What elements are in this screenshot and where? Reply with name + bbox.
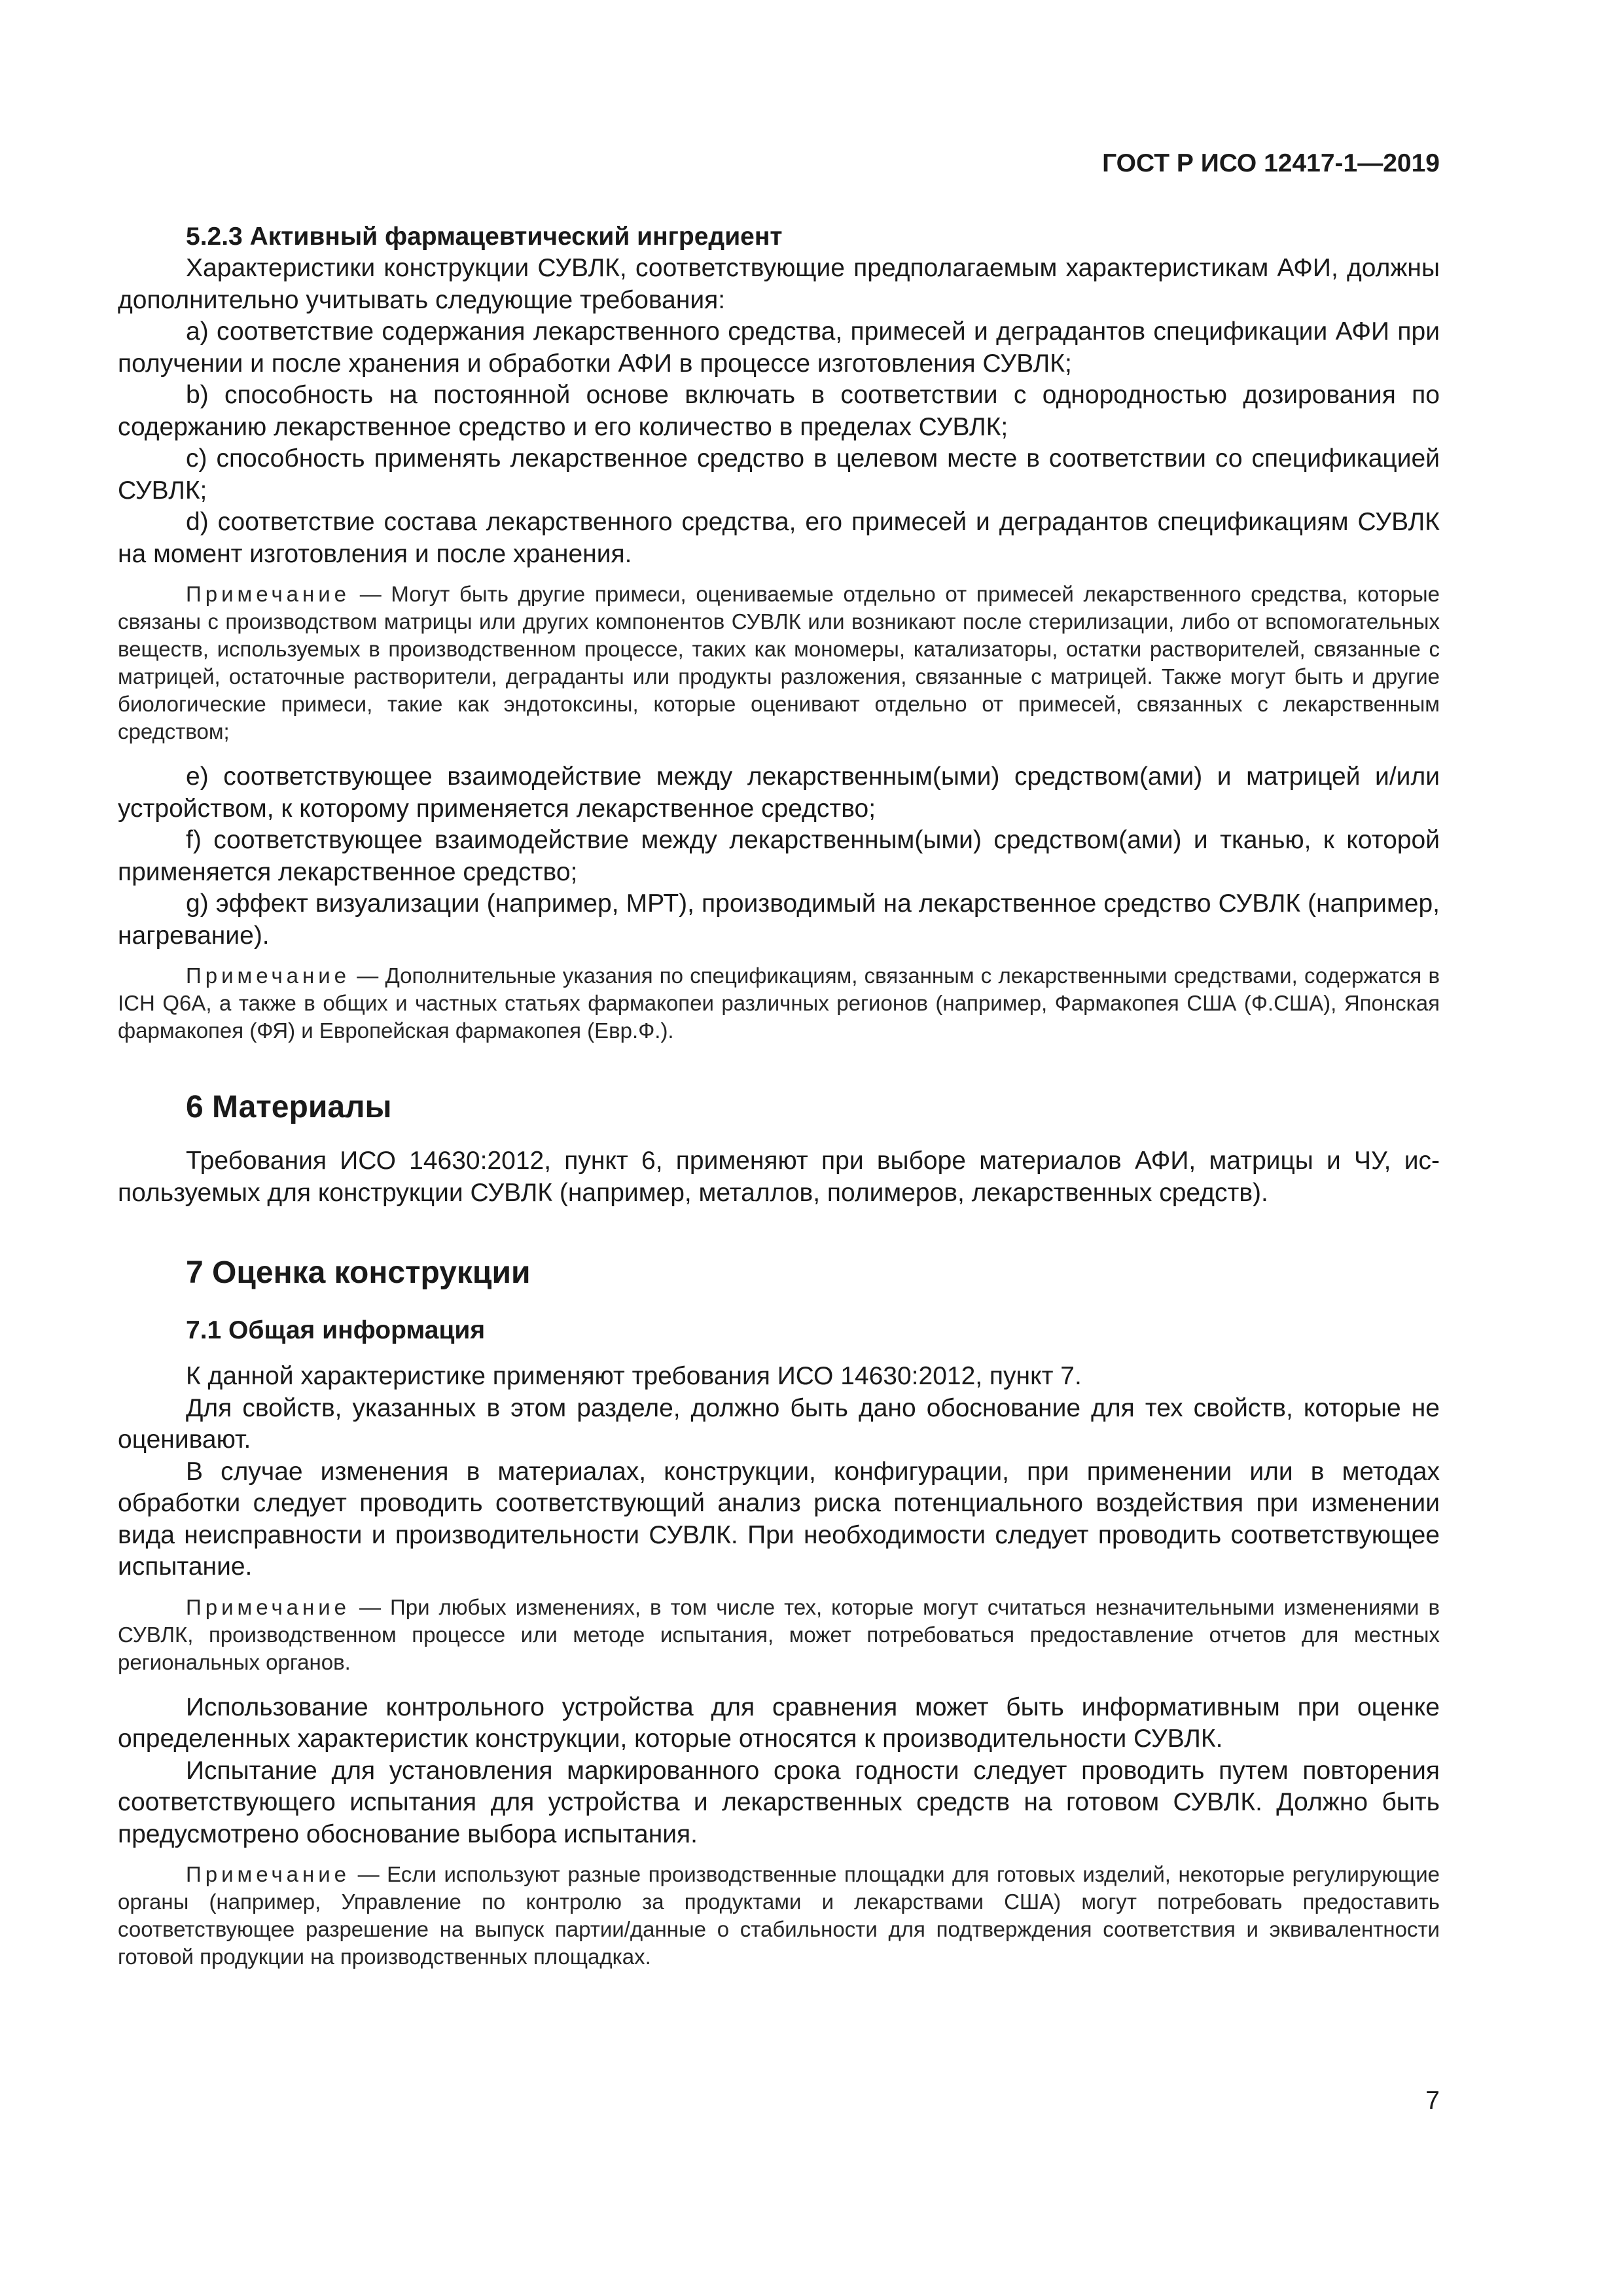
section-6-heading: 6 Материалы (186, 1090, 392, 1124)
section-7-1-paragraph-1: К данной характеристике применяют требования ИСО 14630:2012, пункт 7. (186, 1362, 1082, 1390)
note-label: Примечание (186, 582, 351, 606)
section-6-paragraph: Требования ИСО 14630:2012, пункт 6, применяют при выборе материалов АФИ, матрицы и ЧУ, используемых для конструкции СУВЛК (например, металлов, полимеров, лекарственных средств). (118, 1147, 1440, 1207)
note-1 (118, 581, 1440, 745)
page-number: 7 (1425, 2087, 1440, 2115)
note-label: Примечание (186, 1862, 351, 1886)
note-label: Примечание (186, 963, 351, 988)
list-item-e: e) соответствующее взаимодействие между лекарственным(ыми) средством(ами) и матрицей и/или устройством, к которому применяется лекарственное средство; (118, 762, 1440, 823)
section-7-heading: 7 Оценка конструкции (186, 1255, 531, 1290)
note-label: Примечание (186, 1594, 351, 1619)
section-5-2-3-intro: Характеристики конструкции СУВЛК, соответствующие предполагаемым характеристикам АФИ, должны дополнительно учитывать следующие требования: (118, 254, 1440, 314)
standard-designation: ГОСТ Р ИСО 12417-1—2019 (1102, 149, 1440, 177)
note-2 (118, 962, 1440, 1045)
list-item-g: g) эффект визуализации (например, МРТ), производимый на лекарственное средство СУВЛК (например, нагревание). (118, 889, 1440, 950)
list-item-a: a) соответствие содержания лекарственного средства, примесей и деградантов спецификации АФИ при получении и после хранения и обработки АФИ в процессе изготовления СУВЛК; (118, 317, 1440, 378)
section-7-1-paragraph-3: В случае изменения в материалах, конструкции, конфигурации, при применении или в методах обработки следует проводить соответствующий анализ риска потенциального воздействия при изменении вида неисправности и производительности СУВЛК. При необходимости следует проводить соответствующее испытание. (118, 1457, 1440, 1581)
section-7-1-paragraph-5: Испытание для установления маркированного срока годности следует проводить путем повторения соответствующего испытания для устройства и лекарственных средств на готовом СУВЛК. Должно быть предусмотрено обоснование выбора испытания. (118, 1756, 1440, 1848)
page-body (118, 221, 1440, 1986)
section-7-1-paragraph-2: Для свойств, указанных в этом разделе, должно быть дано обоснование для тех свойств, которые не оценивают. (118, 1393, 1440, 1454)
document-page (118, 0, 1440, 2296)
section-7-1-paragraph-4: Использование контрольного устройства для сравнения может быть информативным при оценке определенных характеристик конструкции, которые относятся к производительности СУВЛК. (118, 1693, 1440, 1753)
list-item-d: d) соответствие состава лекарственного средства, его примесей и деградантов спецификациям СУВЛК на момент изготовления и после хранения. (118, 508, 1440, 568)
section-5-2-3-heading: 5.2.3 Активный фармацевтический ингредиент (186, 223, 783, 251)
note-text: — Если используют разные производственные площадки для готовых изделий, некоторые регулирующие органы (например, Управление по контролю за продуктами и лекарствами США) могут потребовать предоставить соответствующее разрешение на выпуск партии/данные о стабильности для подтверждения соответствия и эквивалентности готовой продукции на производственных площадках. (118, 1862, 1440, 1969)
note-text: — Могут быть другие примеси, оцениваемые отдельно от примесей лекарственного средства, которые связаны с производством матрицы или других компонентов СУВЛК или возникают после стерилизации, либо от вспомогательных веществ, используемых в производственном процессе, таких как мономеры, катализаторы, остатки растворителей, связанные с матрицей, остаточные растворители, деграданты или продукты разложения, связанные с матрицей. Также могут быть и другие биологические примеси, такие как эндотоксины, которые оценивают отдельно от примесей, связанных с лекарственным средством; (118, 582, 1440, 744)
section-7-1-heading: 7.1 Общая информация (186, 1316, 486, 1344)
note-text: — Дополнительные указания по спецификациям, связанным с лекарственными средствами, содержатся в ICH Q6A, а также в общих и частных статьях фармакопеи различных регионов (например, Фармакопея США (Ф.США), Японская фармакопея (ФЯ) и Европейская фармакопея (Евр.Ф.). (118, 963, 1440, 1043)
list-item-f: f) соответствующее взаимодействие между лекарственным(ыми) средством(ами) и тканью, к которой применяется лекарственное средство; (118, 826, 1440, 886)
note-4 (118, 1861, 1440, 1971)
note-text: — При любых изменениях, в том числе тех, которые могут считаться незначительными изменениями в СУВЛК, производственном процессе или методе испытания, может потребоваться предоставление отчетов для местных региональных органов. (118, 1594, 1440, 1674)
note-3 (118, 1594, 1440, 1676)
list-item-c: c) способность применять лекарственное средство в целевом месте в соответствии со спецификацией СУВЛК; (118, 444, 1440, 505)
list-item-b: b) способность на постоянной основе включать в соответствии с однородностью дозирования по содержанию лекарственное средство и его количество в пределах СУВЛК; (118, 381, 1440, 441)
